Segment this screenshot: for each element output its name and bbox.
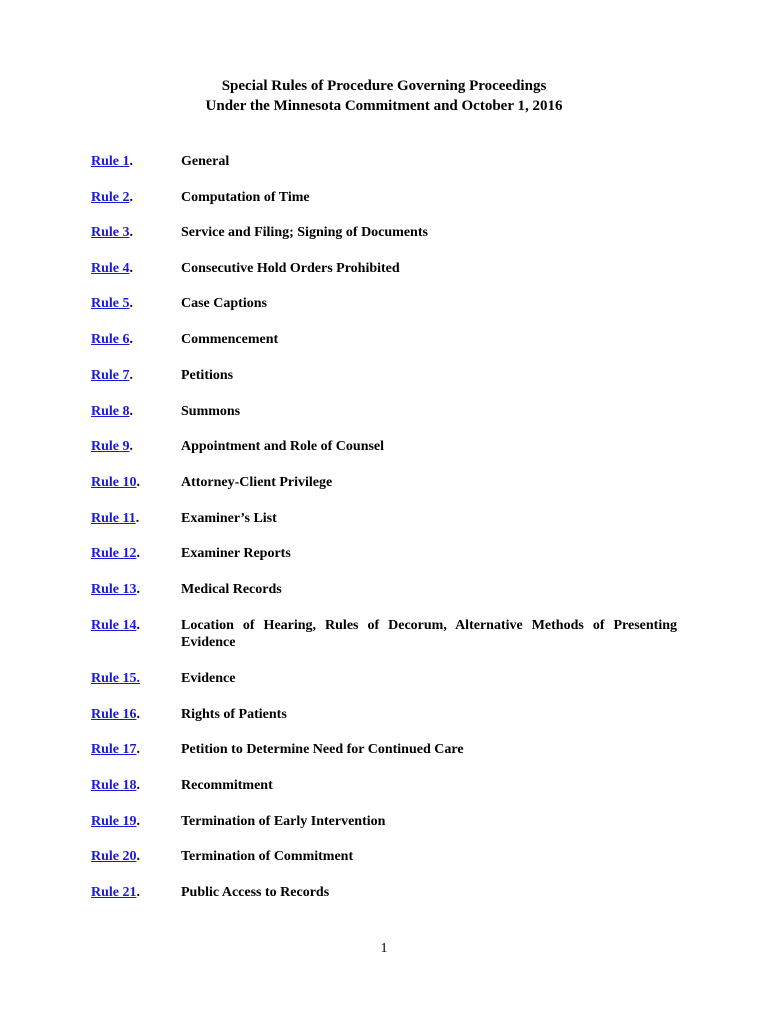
rule-title: Consecutive Hold Orders Prohibited [181,261,400,276]
rule-suffix: . [129,225,133,240]
rule-number [91,367,133,384]
rule-link[interactable]: Rule 15. [91,671,140,686]
rule-title: Medical Records [181,582,282,597]
rule-title: General [181,154,230,169]
rule-suffix: . [136,475,140,490]
rule-suffix: . [129,439,133,454]
rule-title: Termination of Early Intervention [181,814,386,829]
rule-title: Attorney-Client Privilege [181,475,333,490]
rule-link[interactable]: Rule 1 [91,154,130,169]
rule-suffix: . [136,742,140,757]
rule-link[interactable]: Rule 13 [91,582,137,597]
rule-suffix: . [129,154,133,169]
rule-number [91,260,133,277]
rule-title: Location of Hearing, Rules of Decorum, Alternative Methods of Presenting Evidence [181,618,677,650]
rule-title: Termination of Commitment [181,849,354,864]
rule-link[interactable]: Rule 17 [91,742,137,757]
rule-suffix: . [129,404,133,419]
rule-title: Examiner Reports [181,546,291,561]
rule-number [91,706,140,723]
rule-link[interactable]: Rule 14 [91,618,137,633]
rule-suffix: . [136,849,140,864]
rule-title: Rights of Patients [181,707,287,722]
rule-title: Computation of Time [181,190,310,205]
rule-title: Summons [181,404,241,419]
rule-number [91,403,133,420]
rule-suffix: . [129,296,133,311]
rule-suffix: . [129,261,133,276]
rule-title: Appointment and Role of Counsel [181,439,385,454]
rule-suffix: . [129,368,133,383]
rule-title: Petitions [181,368,234,383]
rule-number [91,884,140,901]
rule-title: Petition to Determine Need for Continued Care [181,742,464,757]
rule-number [91,848,140,865]
rule-number [91,331,133,348]
rule-suffix: . [129,190,133,205]
rule-link[interactable]: Rule 12 [91,546,137,561]
rule-link[interactable]: Rule 20 [91,849,137,864]
rule-number [91,617,140,634]
rule-link[interactable]: Rule 21 [91,885,137,900]
rule-number [91,438,133,455]
rule-number [91,581,140,598]
rule-suffix: . [136,778,140,793]
rule-link[interactable]: Rule 7 [91,368,130,383]
rule-suffix: . [135,511,140,526]
rule-number [91,189,133,206]
rule-title: Public Access to Records [181,885,330,900]
rule-suffix: . [136,618,140,633]
rule-link[interactable]: Rule 8 [91,404,130,419]
rule-link[interactable]: Rule 11 [91,511,136,526]
rule-title: Commencement [181,332,279,347]
rule-title: Recommitment [181,778,273,793]
rule-link[interactable]: Rule 6 [91,332,130,347]
rule-number [91,777,140,794]
rule-number [91,153,133,170]
rule-link[interactable]: Rule 3 [91,225,130,240]
rule-number [91,295,133,312]
page-number: 1 [380,941,388,956]
rule-number [91,510,139,527]
rule-number [91,741,140,758]
rule-number [91,545,140,562]
rule-suffix: . [136,814,140,829]
rule-link[interactable]: Rule 10 [91,475,137,490]
rule-number [91,224,133,241]
title-line-1: Special Rules of Procedure Governing Proceedings [221,78,547,94]
rule-number [91,474,140,491]
rule-link[interactable]: Rule 16 [91,707,137,722]
rule-link[interactable]: Rule 9 [91,439,130,454]
rule-suffix: . [136,582,140,597]
title-line-2: Under the Minnesota Commitment and October 1, 2016 [205,98,563,114]
rule-link[interactable]: Rule 5 [91,296,130,311]
rule-title: Case Captions [181,296,267,311]
rule-number [91,670,140,687]
rule-title: Evidence [181,671,236,686]
rule-title: Examiner’s List [181,511,277,526]
rule-number [91,813,140,830]
document-title [0,76,768,116]
rule-title: Service and Filing; Signing of Documents [181,225,428,240]
rule-suffix: . [136,885,140,900]
rule-suffix: . [136,546,140,561]
rule-suffix: . [136,707,140,722]
rule-link[interactable]: Rule 2 [91,190,130,205]
rule-link[interactable]: Rule 18 [91,778,137,793]
rule-link[interactable]: Rule 4 [91,261,130,276]
rule-suffix: . [129,332,133,347]
rule-link[interactable]: Rule 19 [91,814,137,829]
